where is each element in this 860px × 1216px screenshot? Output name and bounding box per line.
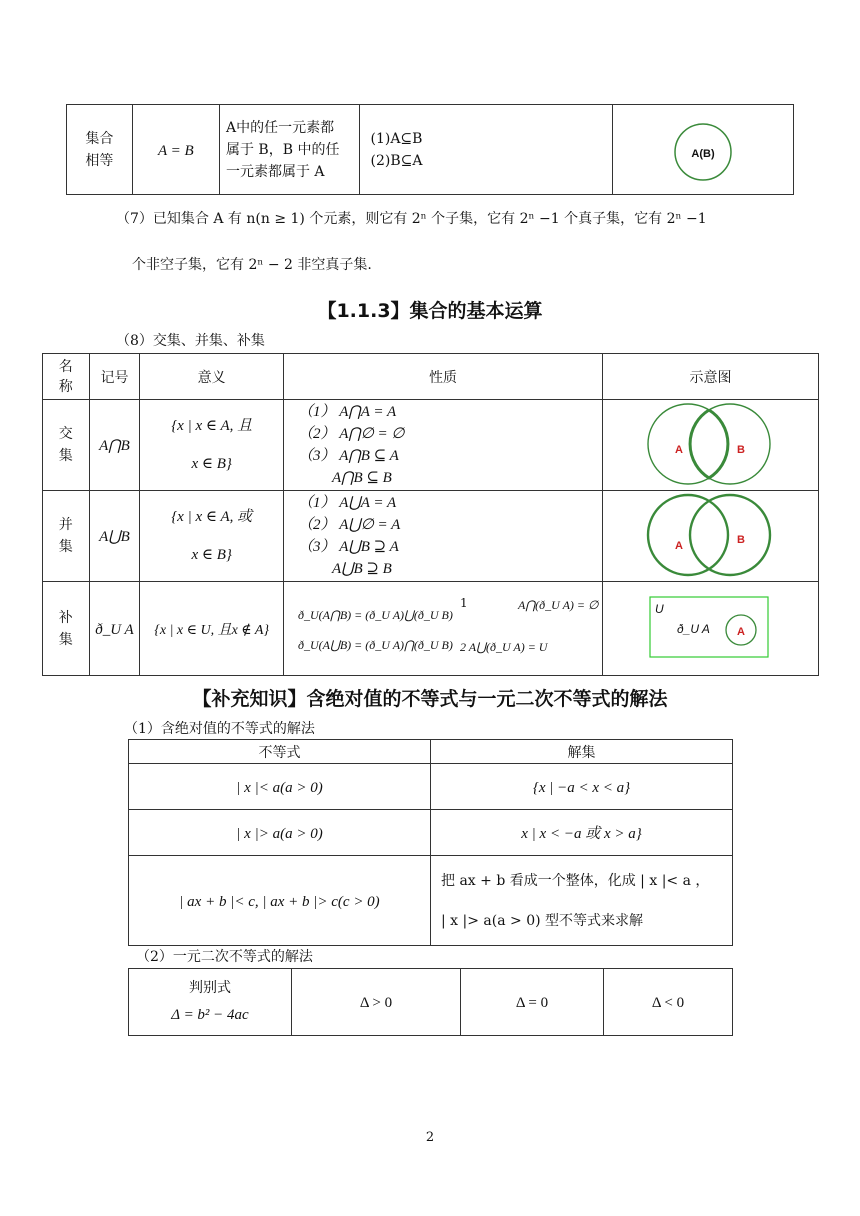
equal-venn-diagram: [613, 108, 793, 188]
union-meaning-1: {x | x ∈ A, 或: [171, 509, 253, 525]
intersection-prop-1: （1） A⋂A = A: [297, 404, 397, 420]
abs-row2-solution: [431, 810, 733, 856]
venn-circle-a: [648, 495, 728, 575]
complement-meaning: {x | x ∈ U, 且x ∉ A}: [154, 622, 270, 638]
quad-col-zero: [461, 969, 604, 1036]
union-meaning-2: x ∈ B}: [191, 547, 232, 563]
quad-col-negative-text: Δ < 0: [651, 995, 685, 1011]
union-label-b: B: [737, 534, 745, 546]
intersection-props-cell: [283, 400, 602, 491]
page-number: 2: [425, 1130, 435, 1145]
ops-header-name: 名 称: [43, 354, 90, 400]
set-operations-table: [42, 353, 819, 676]
section-113-title: 【1.1.3】集合的基本运算: [317, 300, 543, 322]
universal-set-label: U: [655, 601, 664, 616]
abs-header-solution: 解集: [431, 740, 733, 764]
complement-prop-demorgan-2: ð_U(A⋃B) = (ð_U A)⋂(ð_U B): [297, 638, 453, 652]
equal-venn-label: A(B): [691, 147, 715, 160]
intersection-notation: A⋂B: [99, 438, 130, 454]
abs-row3-solution-line1: 把 ax + b 看成一个整体，化成 | x |< a ，: [441, 872, 710, 889]
union-diagram-cell: [603, 491, 819, 582]
abs-row3-solution-line2: | x |> a(a > 0) 型不等式来求解: [441, 912, 644, 929]
abs-row3-inequality-text: | ax + b |< c, | ax + b |> c(c > 0): [179, 893, 380, 910]
abs-row1-inequality-text: | x |< a(a > 0): [236, 779, 323, 796]
equal-diagram-cell: [613, 105, 794, 195]
union-name: 并 集: [43, 491, 90, 582]
complement-region-label: ð_U A: [677, 621, 710, 636]
union-venn: [603, 491, 818, 577]
intersection-venn: [603, 400, 818, 486]
equal-sets-table: [66, 104, 794, 195]
abs-inequality-table: [128, 739, 733, 946]
item8-label: （8）交集、并集、补集: [116, 333, 265, 349]
complement-prop-num-1: 1: [459, 596, 468, 610]
intersection-meaning-2: x ∈ B}: [191, 456, 232, 472]
complement-venn: [603, 587, 818, 667]
union-notation: A⋃B: [99, 529, 130, 545]
equal-notation: A = B: [158, 142, 194, 159]
intersection-meaning-cell: [140, 400, 284, 491]
abs-row2-inequality-text: | x |> a(a > 0): [236, 825, 323, 842]
intersection-meaning-1: {x | x ∈ A, 且: [171, 418, 253, 434]
union-notation-cell: [89, 491, 140, 582]
equal-meaning-3: 一元素都属于 A: [225, 163, 325, 180]
abs-header-inequality: 不等式: [129, 740, 431, 764]
complement-name: 补 集: [43, 582, 90, 676]
equal-props-cell: [360, 105, 613, 195]
quad-col-positive: [292, 969, 461, 1036]
complement-set-label: A: [737, 625, 745, 638]
quad-header-formula: Δ = b² − 4ac: [171, 1007, 249, 1023]
union-prop-3: （3） A⋃B ⊇ A: [297, 539, 399, 555]
supplement-title: 【补充知识】含绝对值的不等式与一元二次不等式的解法: [192, 688, 668, 710]
union-prop-1: （1） A⋃A = A: [297, 495, 397, 511]
complement-props-cell: [283, 582, 602, 676]
equal-name-cell: 集合 相等: [67, 105, 133, 195]
equal-prop-2: (2)B⊆A: [370, 152, 423, 169]
quad-col-zero-text: Δ = 0: [515, 995, 549, 1011]
intersection-notation-cell: [89, 400, 140, 491]
quad-header-discriminant: [129, 969, 292, 1036]
equal-notation-cell: [132, 105, 219, 195]
quadratic-inequality-table: [128, 968, 733, 1036]
abs-row3-solution: [431, 856, 733, 946]
abs-row2-inequality: [129, 810, 431, 856]
abs-row1-solution-text: {x | −a < x < a}: [532, 779, 631, 796]
supplement-sub2: （2）一元二次不等式的解法: [136, 949, 313, 965]
quad-col-positive-text: Δ > 0: [359, 995, 393, 1011]
union-label-a: A: [675, 540, 683, 552]
intersection-name: 交 集: [43, 400, 90, 491]
quad-header-label: 判别式: [189, 980, 231, 996]
complement-diagram-cell: [603, 582, 819, 676]
ops-header-meaning: 意义: [140, 354, 284, 400]
abs-row2-solution-text: x | x < −a 或 x > a}: [521, 826, 642, 842]
equal-meaning-2: 属于 B，B 中的任: [225, 141, 340, 158]
intersection-label-a: A: [675, 444, 683, 456]
complement-meaning-cell: [140, 582, 284, 676]
quad-col-negative: [604, 969, 733, 1036]
intersection-label-b: B: [737, 444, 745, 456]
equal-prop-1: (1)A⊆B: [370, 130, 423, 147]
equal-meaning-1: A中的任一元素都: [225, 119, 335, 136]
equal-meaning-cell: [219, 105, 360, 195]
union-props-cell: [283, 491, 602, 582]
intersection-prop-2: （2） A⋂∅ = ∅: [297, 426, 405, 442]
ops-header-props: 性质: [283, 354, 602, 400]
intersection-highlight: [690, 410, 728, 478]
union-prop-2: （2） A⋃∅ = A: [297, 517, 401, 533]
union-meaning-cell: [140, 491, 284, 582]
complement-prop-1: A⋂(ð_U A) = ∅: [517, 598, 599, 612]
abs-row1-inequality: [129, 764, 431, 810]
item7-line2: 个非空子集，它有 2ⁿ − 2 非空真子集.: [132, 257, 372, 273]
item7-line1: （7）已知集合 A 有 n(n ≥ 1) 个元素，则它有 2ⁿ 个子集，它有 2ⁿ −1 个真子集，它有 2ⁿ −1: [116, 211, 707, 227]
intersection-prop-3: （3） A⋂B ⊆ A: [297, 448, 399, 464]
complement-notation-cell: [89, 582, 140, 676]
abs-row1-solution: [431, 764, 733, 810]
complement-prop-2: 2 A⋃(ð_U A) = U: [459, 640, 548, 654]
intersection-diagram-cell: [603, 400, 819, 491]
ops-header-notation: 记号: [89, 354, 140, 400]
union-prop-4: A⋃B ⊇ B: [331, 561, 392, 577]
ops-header-diagram: 示意图: [603, 354, 819, 400]
complement-notation: ð_U A: [95, 621, 134, 638]
venn-circle-b: [690, 495, 770, 575]
complement-prop-demorgan-1: ð_U(A⋂B) = (ð_U A)⋃(ð_U B): [297, 608, 453, 622]
intersection-prop-4: A⋂B ⊆ B: [331, 470, 392, 486]
abs-row3-inequality: [129, 856, 431, 946]
supplement-sub1: （1）含绝对值的不等式的解法: [124, 721, 315, 737]
